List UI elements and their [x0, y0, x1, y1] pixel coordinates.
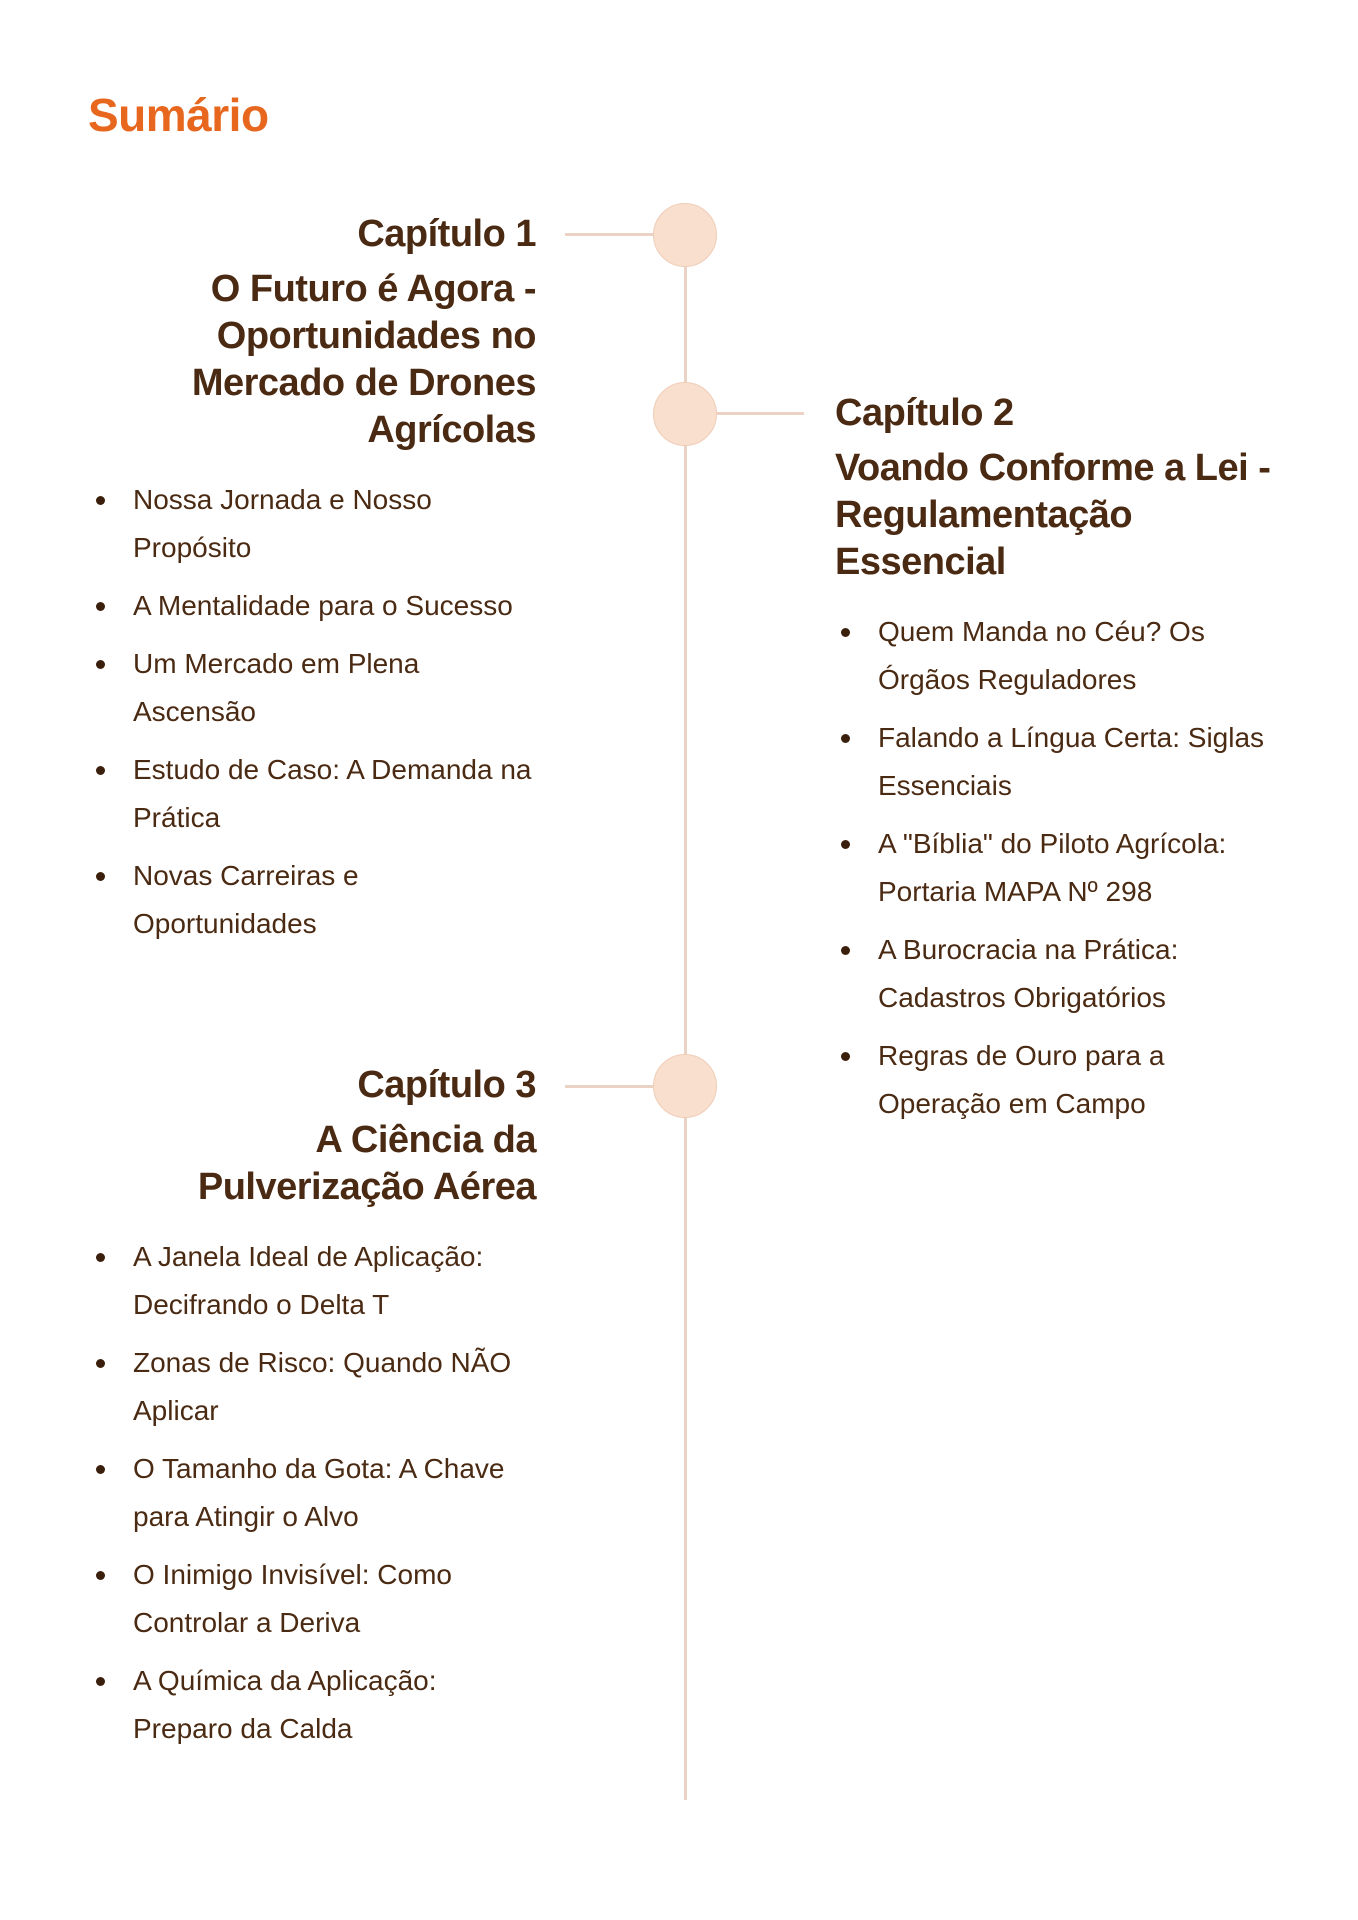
chapter-1 [96, 211, 536, 958]
bullet-icon [96, 660, 105, 669]
item-text: A Mentalidade para o Sucesso [133, 590, 513, 621]
list-item[interactable] [96, 1445, 536, 1541]
item-text: O Tamanho da Gota: A Chave para Atingir o Alvo [133, 1453, 505, 1532]
list-item[interactable] [96, 1657, 536, 1753]
item-text: Novas Carreiras e Oportunidades [133, 860, 359, 939]
chapter-label: Capítulo 3 [357, 1064, 536, 1106]
bullet-icon [96, 872, 105, 881]
list-item[interactable] [96, 1233, 536, 1329]
list-item[interactable] [96, 746, 536, 842]
timeline-node-chapter-2 [653, 382, 717, 446]
page-title: Sumário [88, 89, 269, 141]
item-text: A Química da Aplicação: Preparo da Calda [133, 1665, 437, 1744]
item-text: Falando a Língua Certa: Siglas Essenciais [878, 722, 1265, 801]
item-text: A Burocracia na Prática: Cadastros Obrigatórios [878, 934, 1179, 1013]
bullet-icon [96, 496, 105, 505]
bullet-icon [841, 628, 850, 637]
connector-chapter-3 [565, 1085, 653, 1088]
bullet-icon [96, 1677, 105, 1686]
item-text: A Janela Ideal de Aplicação: Decifrando o Delta T [133, 1241, 484, 1320]
chapter-label: Capítulo 2 [835, 392, 1014, 434]
connector-chapter-1 [565, 233, 653, 236]
list-item[interactable] [841, 608, 1285, 704]
chapter-title: O Futuro é Agora - Oportunidades no Mercado de Drones Agrícolas [191, 268, 536, 451]
timeline-node-chapter-1 [653, 203, 717, 267]
bullet-icon [841, 840, 850, 849]
list-item[interactable] [841, 714, 1285, 810]
connector-chapter-2 [716, 412, 804, 415]
list-item[interactable] [96, 1551, 536, 1647]
item-text: Quem Manda no Céu? Os Órgãos Reguladores [878, 616, 1205, 695]
chapter-items [96, 1233, 536, 1753]
bullet-icon [96, 766, 105, 775]
item-text: Um Mercado em Plena Ascensão [133, 648, 420, 727]
list-item[interactable] [841, 1032, 1285, 1128]
item-text: Estudo de Caso: A Demanda na Prática [133, 754, 532, 833]
list-item[interactable] [841, 820, 1285, 916]
list-item[interactable] [96, 476, 536, 572]
item-text: O Inimigo Invisível: Como Controlar a Deriva [133, 1559, 452, 1638]
chapter-items [96, 476, 536, 948]
chapter-2 [835, 390, 1285, 1138]
item-text: Zonas de Risco: Quando NÃO Aplicar [133, 1347, 512, 1426]
bullet-icon [96, 1359, 105, 1368]
list-item[interactable] [96, 852, 536, 948]
bullet-icon [841, 1052, 850, 1061]
chapter-items [841, 608, 1285, 1128]
list-item[interactable] [96, 1339, 536, 1435]
list-item[interactable] [96, 640, 536, 736]
list-item[interactable] [841, 926, 1285, 1022]
item-text: Nossa Jornada e Nosso Propósito [133, 484, 432, 563]
chapter-label: Capítulo 1 [357, 213, 536, 255]
timeline-line [684, 235, 687, 1800]
bullet-icon [841, 946, 850, 955]
bullet-icon [841, 734, 850, 743]
chapter-title: Voando Conforme a Lei - Regulamentação Essencial [835, 447, 1271, 583]
chapter-3 [96, 1062, 536, 1763]
bullet-icon [96, 1571, 105, 1580]
bullet-icon [96, 602, 105, 611]
bullet-icon [96, 1253, 105, 1262]
chapter-title: A Ciência da Pulverização Aérea [197, 1119, 536, 1208]
timeline-node-chapter-3 [653, 1054, 717, 1118]
item-text: A "Bíblia" do Piloto Agrícola: Portaria MAPA Nº 298 [878, 828, 1227, 907]
item-text: Regras de Ouro para a Operação em Campo [878, 1040, 1165, 1119]
list-item[interactable] [96, 582, 536, 630]
bullet-icon [96, 1465, 105, 1474]
